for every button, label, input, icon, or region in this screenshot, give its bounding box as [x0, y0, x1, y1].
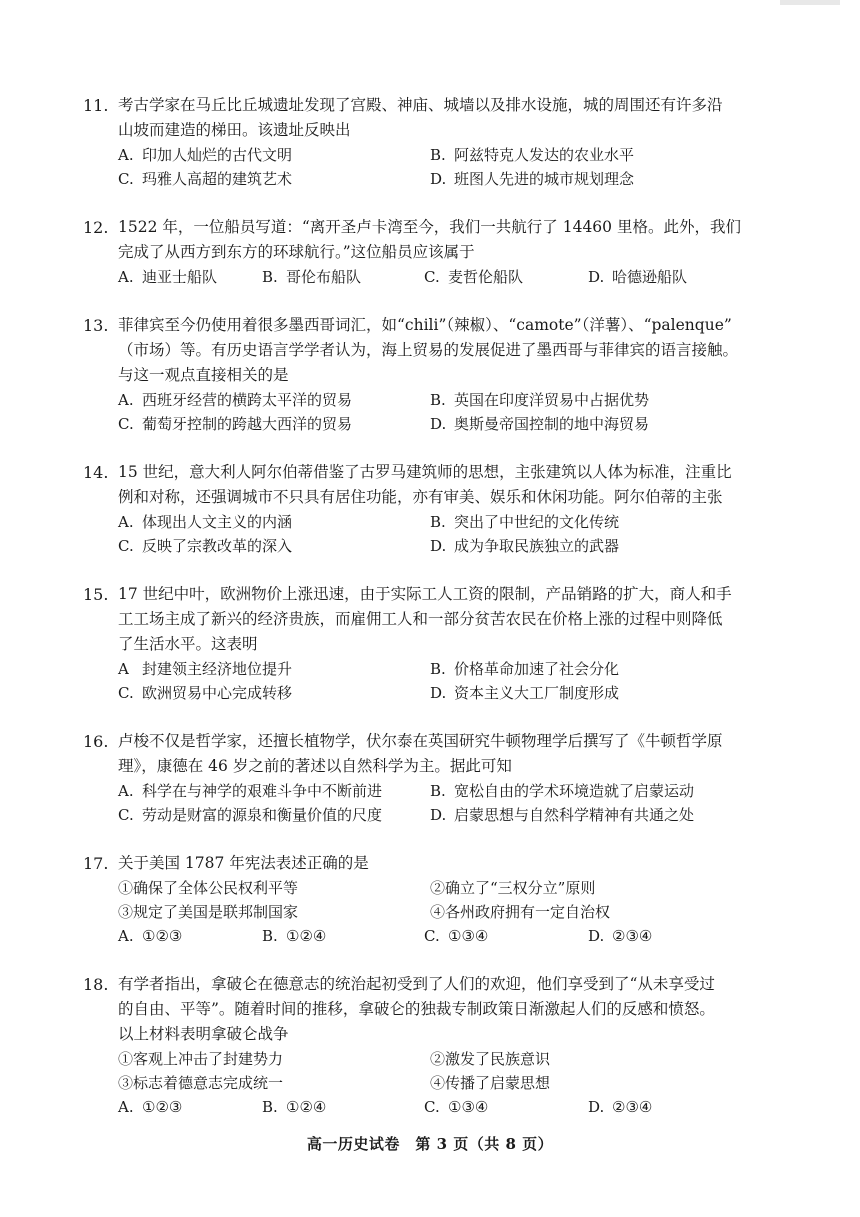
option-d[interactable]: D. 启蒙思想与自然科学精神有共通之处: [430, 806, 695, 824]
statement-4: ④各州政府拥有一定自治权: [430, 903, 611, 921]
page-footer: 高一历史试卷 第 3 页（共 8 页）: [306, 1135, 554, 1153]
question-15: [83, 582, 800, 705]
stem-line: （市场）等。有历史语言学学者认为，海上贸易的发展促进了墨西哥与菲律宾的语言接触。: [118, 341, 739, 359]
option-a[interactable]: A. 迪亚士船队: [118, 268, 218, 286]
option-d[interactable]: D. 哈德逊船队: [588, 268, 688, 286]
option-d[interactable]: D. 资本主义大工厂制度形成: [430, 684, 620, 702]
option-d[interactable]: D. 成为争取民族独立的武器: [430, 537, 620, 555]
question-stem: [118, 313, 800, 388]
options: [118, 265, 800, 289]
statement-1: ①客观上冲击了封建势力: [118, 1050, 284, 1068]
option-b[interactable]: B. 阿兹特克人发达的农业水平: [430, 146, 635, 164]
stem-line: 17 世纪中叶，欧洲物价上涨迅速，由于实际工人工资的限制，产品销路的扩大，商人和手: [118, 585, 732, 603]
question-11: [83, 93, 800, 191]
option-b[interactable]: B. 突出了中世纪的文化传统: [430, 513, 620, 531]
option-a[interactable]: A. ①②③: [118, 927, 183, 945]
question-stem: [118, 215, 800, 265]
option-d[interactable]: D. ②③④: [588, 1098, 653, 1116]
stem-line: 菲律宾至今仍使用着很多墨西哥词汇，如“chili”（辣椒）、“camote”（洋薯）、“palenque”: [118, 316, 732, 334]
question-stem: [118, 972, 800, 1047]
option-b[interactable]: B. 哥伦布船队: [262, 268, 362, 286]
option-c[interactable]: C. 反映了宗教改革的深入: [118, 537, 293, 555]
stem-line: 1522 年，一位船员写道：“离开圣卢卡湾至今，我们一共航行了 14460 里格。此外，我们: [118, 218, 741, 236]
stem-line: 15 世纪，意大利人阿尔伯蒂借鉴了古罗马建筑师的思想，主张建筑以人体为标准，注重比: [118, 463, 732, 481]
option-b[interactable]: B. 宽松自由的学术环境造就了启蒙运动: [430, 782, 695, 800]
option-c[interactable]: C. ①③④: [424, 1098, 489, 1116]
stem-line: 关于美国 1787 年宪法表述正确的是: [118, 854, 369, 872]
option-d[interactable]: D. 班图人先进的城市规划理念: [430, 170, 635, 188]
statement-2: ②激发了民族意识: [430, 1050, 551, 1068]
option-c[interactable]: C. 劳动是财富的源泉和衡量价值的尺度: [118, 806, 383, 824]
question-number: 14.: [83, 463, 109, 482]
option-a[interactable]: A. 体现出人文主义的内涵: [118, 513, 293, 531]
scan-artifact: [780, 0, 840, 5]
option-b[interactable]: B. ①②④: [262, 1098, 327, 1116]
statement-1: ①确保了全体公民权利平等: [118, 879, 299, 897]
statement-3: ③标志着德意志完成统一: [118, 1074, 284, 1092]
option-c[interactable]: C. 葡萄牙控制的跨越大西洋的贸易: [118, 415, 353, 433]
question-13: [83, 313, 800, 436]
option-d[interactable]: D. ②③④: [588, 927, 653, 945]
options: [118, 924, 800, 948]
stem-line: 考古学家在马丘比丘城遗址发现了宫殿、神庙、城墙以及排水设施，城的周围还有许多沿: [118, 96, 723, 114]
option-a[interactable]: A. 印加人灿烂的古代文明: [118, 146, 293, 164]
question-stem: [118, 460, 800, 510]
option-c[interactable]: C. 麦哲伦船队: [424, 268, 524, 286]
stem-line: 山坡而建造的梯田。该遗址反映出: [118, 121, 351, 139]
option-a[interactable]: A. ①②③: [118, 1098, 183, 1116]
question-number: 12.: [83, 218, 109, 237]
question-stem: [118, 729, 800, 779]
statement-3: ③规定了美国是联邦制国家: [118, 903, 299, 921]
options: [118, 779, 800, 827]
question-stem: [118, 93, 800, 143]
statement-2: ②确立了“三权分立”原则: [430, 879, 596, 897]
options: [118, 388, 800, 436]
question-18: [83, 972, 800, 1119]
option-d[interactable]: D. 奥斯曼帝国控制的地中海贸易: [430, 415, 650, 433]
option-a[interactable]: A. 科学在与神学的艰难斗争中不断前进: [118, 782, 383, 800]
stem-line: 的自由、平等”。随着时间的推移，拿破仑的独裁专制政策日渐激起人们的反感和愤怒。: [118, 1000, 715, 1018]
options: [118, 510, 800, 558]
question-12: [83, 215, 800, 289]
stem-line: 与这一观点直接相关的是: [118, 366, 289, 384]
stem-line: 了生活水平。这表明: [118, 635, 258, 653]
option-b[interactable]: B. 价格革命加速了社会分化: [430, 660, 620, 678]
option-a[interactable]: A 封建领主经济地位提升: [118, 660, 293, 678]
stem-line: 工工场主成了新兴的经济贵族，而雇佣工人和一部分贫苦农民在价格上涨的过程中则降低: [118, 610, 723, 628]
stem-line: 卢梭不仅是哲学家，还擅长植物学，伏尔泰在英国研究牛顿物理学后撰写了《牛顿哲学原: [118, 732, 723, 750]
question-number: 13.: [83, 316, 109, 335]
option-c[interactable]: C. ①③④: [424, 927, 489, 945]
stem-line: 有学者指出，拿破仑在德意志的统治起初受到了人们的欢迎，他们享受到了“从未享受过: [118, 975, 715, 993]
stem-line: 理》，康德在 46 岁之前的著述以自然科学为主。据此可知: [118, 757, 512, 775]
option-c[interactable]: C. 欧洲贸易中心完成转移: [118, 684, 293, 702]
question-stem: [118, 851, 800, 876]
question-number: 16.: [83, 732, 109, 751]
question-17: [83, 851, 800, 948]
stem-line: 以上材料表明拿破仑战争: [118, 1025, 289, 1043]
question-16: [83, 729, 800, 827]
question-number: 15.: [83, 585, 109, 604]
statement-items: [118, 876, 800, 924]
question-number: 11.: [83, 96, 109, 115]
question-number: 17.: [83, 854, 109, 873]
option-c[interactable]: C. 玛雅人高超的建筑艺术: [118, 170, 293, 188]
options: [118, 143, 800, 191]
statement-4: ④传播了启蒙思想: [430, 1074, 551, 1092]
question-14: [83, 460, 800, 558]
stem-line: 例和对称，还强调城市不只具有居住功能，亦有审美、娱乐和休闲功能。阿尔伯蒂的主张: [118, 488, 723, 506]
option-b[interactable]: B. 英国在印度洋贸易中占据优势: [430, 391, 650, 409]
statement-items: [118, 1047, 800, 1095]
options: [118, 1095, 800, 1119]
options: [118, 657, 800, 705]
option-a[interactable]: A. 西班牙经营的横跨太平洋的贸易: [118, 391, 353, 409]
question-number: 18.: [83, 975, 109, 994]
option-b[interactable]: B. ①②④: [262, 927, 327, 945]
stem-line: 完成了从西方到东方的环球航行。”这位船员应该属于: [118, 243, 475, 261]
question-stem: [118, 582, 800, 657]
